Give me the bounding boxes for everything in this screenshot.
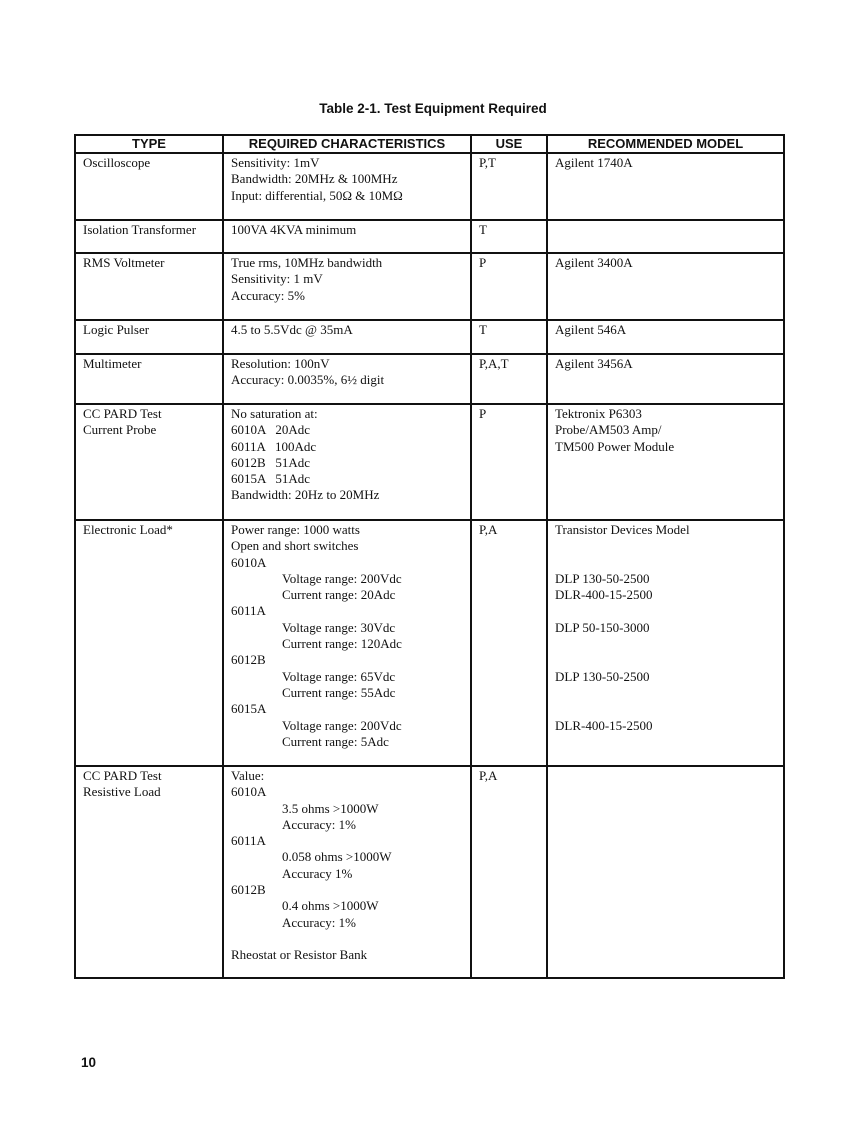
characteristic-line: Current range: 20Adc xyxy=(282,587,396,603)
type-text: Electronic Load* xyxy=(83,522,173,537)
use-text: P,T xyxy=(479,155,496,170)
characteristic-line: Voltage range: 65Vdc xyxy=(282,668,396,684)
type-cell xyxy=(75,320,223,354)
type-cell xyxy=(75,520,223,766)
characteristics-cell xyxy=(223,320,471,354)
type-cell xyxy=(75,354,223,404)
table-title: Table 2-1. Test Equipment Required xyxy=(319,101,547,116)
blank-line xyxy=(555,603,776,619)
type-text: Isolation Transformer xyxy=(83,222,197,237)
characteristics-cell xyxy=(223,766,471,978)
model-cell xyxy=(547,320,784,354)
use-cell xyxy=(471,520,547,766)
use-text: P xyxy=(479,255,487,270)
characteristic-line: 6010A xyxy=(231,784,267,800)
model-cell xyxy=(547,253,784,320)
characteristic-line: Input: differential, 50Ω & 10MΩ xyxy=(231,187,403,203)
type-cell xyxy=(75,404,223,520)
model-line: DLP 50-150-3000 xyxy=(555,619,650,635)
use-cell xyxy=(471,153,547,220)
column-header-characteristics: REQUIRED CHARACTERISTICS xyxy=(223,135,471,153)
characteristic-line: 0.058 ohms >1000W xyxy=(282,849,392,865)
use-text: T xyxy=(479,322,487,337)
table-row xyxy=(75,320,784,354)
table-row xyxy=(75,220,784,253)
characteristic-line: 4.5 to 5.5Vdc @ 35mA xyxy=(231,322,353,337)
characteristic-line: Current range: 55Adc xyxy=(282,684,396,700)
characteristics-cell xyxy=(223,220,471,253)
column-header-type: TYPE xyxy=(75,135,223,153)
blank-line xyxy=(555,538,776,554)
characteristic-line: Bandwidth: 20MHz & 100MHz xyxy=(231,171,398,187)
use-cell xyxy=(471,220,547,253)
use-cell xyxy=(471,404,547,520)
type-text: Logic Pulser xyxy=(83,322,150,337)
use-cell xyxy=(471,354,547,404)
type-cell xyxy=(75,253,223,320)
model-line: Agilent 3400A xyxy=(555,255,633,270)
characteristic-line: No saturation at: xyxy=(231,406,318,421)
model-cell xyxy=(547,404,784,520)
page-number: 10 xyxy=(81,1055,97,1070)
characteristic-line: Rheostat or Resistor Bank xyxy=(231,947,368,963)
model-line: Transistor Devices Model xyxy=(555,522,690,537)
characteristics-cell xyxy=(223,354,471,404)
characteristic-line: True rms, 10MHz bandwidth xyxy=(231,255,383,270)
characteristic-line: Open and short switches xyxy=(231,538,359,554)
blank-line xyxy=(231,931,463,947)
characteristic-line: 100VA 4KVA minimum xyxy=(231,222,357,237)
characteristic-line: Sensitivity: 1 mV xyxy=(231,271,323,287)
characteristics-cell xyxy=(223,153,471,220)
model-line: Agilent 1740A xyxy=(555,155,633,170)
type-text: Oscilloscope xyxy=(83,155,151,170)
characteristic-line: 6012B xyxy=(231,652,266,668)
characteristic-line: 6011A xyxy=(231,603,266,619)
characteristic-line: Voltage range: 200Vdc xyxy=(282,717,402,733)
use-text: P,A xyxy=(479,768,498,783)
model-line: Agilent 546A xyxy=(555,322,627,337)
model-line: DLP 130-50-2500 xyxy=(555,570,650,586)
characteristic-line: 6010A 20Adc xyxy=(231,422,311,438)
characteristic-line: Sensitivity: 1mV xyxy=(231,155,320,170)
characteristic-line: Power range: 1000 watts xyxy=(231,522,360,537)
type-text: Multimeter xyxy=(83,356,142,371)
characteristic-line: Current range: 120Adc xyxy=(282,636,402,652)
blank-line xyxy=(555,701,776,717)
characteristic-line: 6010A xyxy=(231,554,267,570)
type-text: Current Probe xyxy=(83,422,157,438)
characteristic-line: 6015A 51Adc xyxy=(231,471,311,487)
characteristic-line: 6012B xyxy=(231,882,266,898)
table-header-row xyxy=(75,135,784,153)
blank-line xyxy=(555,636,776,652)
model-cell xyxy=(547,766,784,978)
characteristic-line: 6011A 100Adc xyxy=(231,438,317,454)
table-row xyxy=(75,253,784,320)
model-line: DLP 130-50-2500 xyxy=(555,668,650,684)
characteristic-line: 6012B 51Adc xyxy=(231,454,311,470)
characteristic-line: Accuracy: 0.0035%, 6½ digit xyxy=(231,372,385,388)
characteristic-line: 0.4 ohms >1000W xyxy=(282,898,379,914)
use-cell xyxy=(471,766,547,978)
characteristic-line: Accuracy: 1% xyxy=(282,816,356,832)
model-line: DLR-400-15-2500 xyxy=(555,587,653,603)
type-text: RMS Voltmeter xyxy=(83,255,165,270)
table-row xyxy=(75,354,784,404)
use-cell xyxy=(471,253,547,320)
model-line: Probe/AM503 Amp/ xyxy=(555,422,662,438)
test-equipment-table xyxy=(74,134,785,979)
characteristic-line: 3.5 ohms >1000W xyxy=(282,800,379,816)
type-cell xyxy=(75,766,223,978)
model-line: Agilent 3456A xyxy=(555,356,633,371)
characteristic-line: Accuracy 1% xyxy=(282,865,353,881)
table-row xyxy=(75,766,784,978)
table-row xyxy=(75,153,784,220)
type-cell xyxy=(75,153,223,220)
type-cell xyxy=(75,220,223,253)
model-cell xyxy=(547,354,784,404)
model-line: DLR-400-15-2500 xyxy=(555,717,653,733)
type-text: Resistive Load xyxy=(83,784,161,800)
type-text: CC PARD Test xyxy=(83,406,162,421)
table-row xyxy=(75,520,784,766)
characteristic-line: Current range: 5Adc xyxy=(282,733,389,749)
characteristic-line: Accuracy: 5% xyxy=(231,287,305,303)
blank-line xyxy=(555,685,776,701)
use-cell xyxy=(471,320,547,354)
use-text: P xyxy=(479,406,487,421)
model-cell xyxy=(547,520,784,766)
use-text: P,A,T xyxy=(479,356,509,371)
characteristic-line: 6015A xyxy=(231,701,267,717)
characteristic-line: Value: xyxy=(231,768,265,783)
use-text: T xyxy=(479,222,487,237)
characteristics-cell xyxy=(223,404,471,520)
blank-line xyxy=(555,652,776,668)
characteristic-line: 6011A xyxy=(231,833,266,849)
model-cell xyxy=(547,153,784,220)
use-text: P,A xyxy=(479,522,498,537)
characteristic-line: Voltage range: 200Vdc xyxy=(282,570,402,586)
type-text: CC PARD Test xyxy=(83,768,162,783)
characteristic-line: Bandwidth: 20Hz to 20MHz xyxy=(231,487,380,503)
characteristic-line: Resolution: 100nV xyxy=(231,356,330,371)
model-line: Tektronix P6303 xyxy=(555,406,642,421)
blank-line xyxy=(555,555,776,571)
table-row xyxy=(75,404,784,520)
model-cell xyxy=(547,220,784,253)
characteristics-cell xyxy=(223,253,471,320)
column-header-use: USE xyxy=(471,135,547,153)
characteristics-cell xyxy=(223,520,471,766)
characteristic-line: Accuracy: 1% xyxy=(282,914,356,930)
characteristic-line: Voltage range: 30Vdc xyxy=(282,619,396,635)
column-header-model: RECOMMENDED MODEL xyxy=(547,135,784,153)
model-line: TM500 Power Module xyxy=(555,438,675,454)
